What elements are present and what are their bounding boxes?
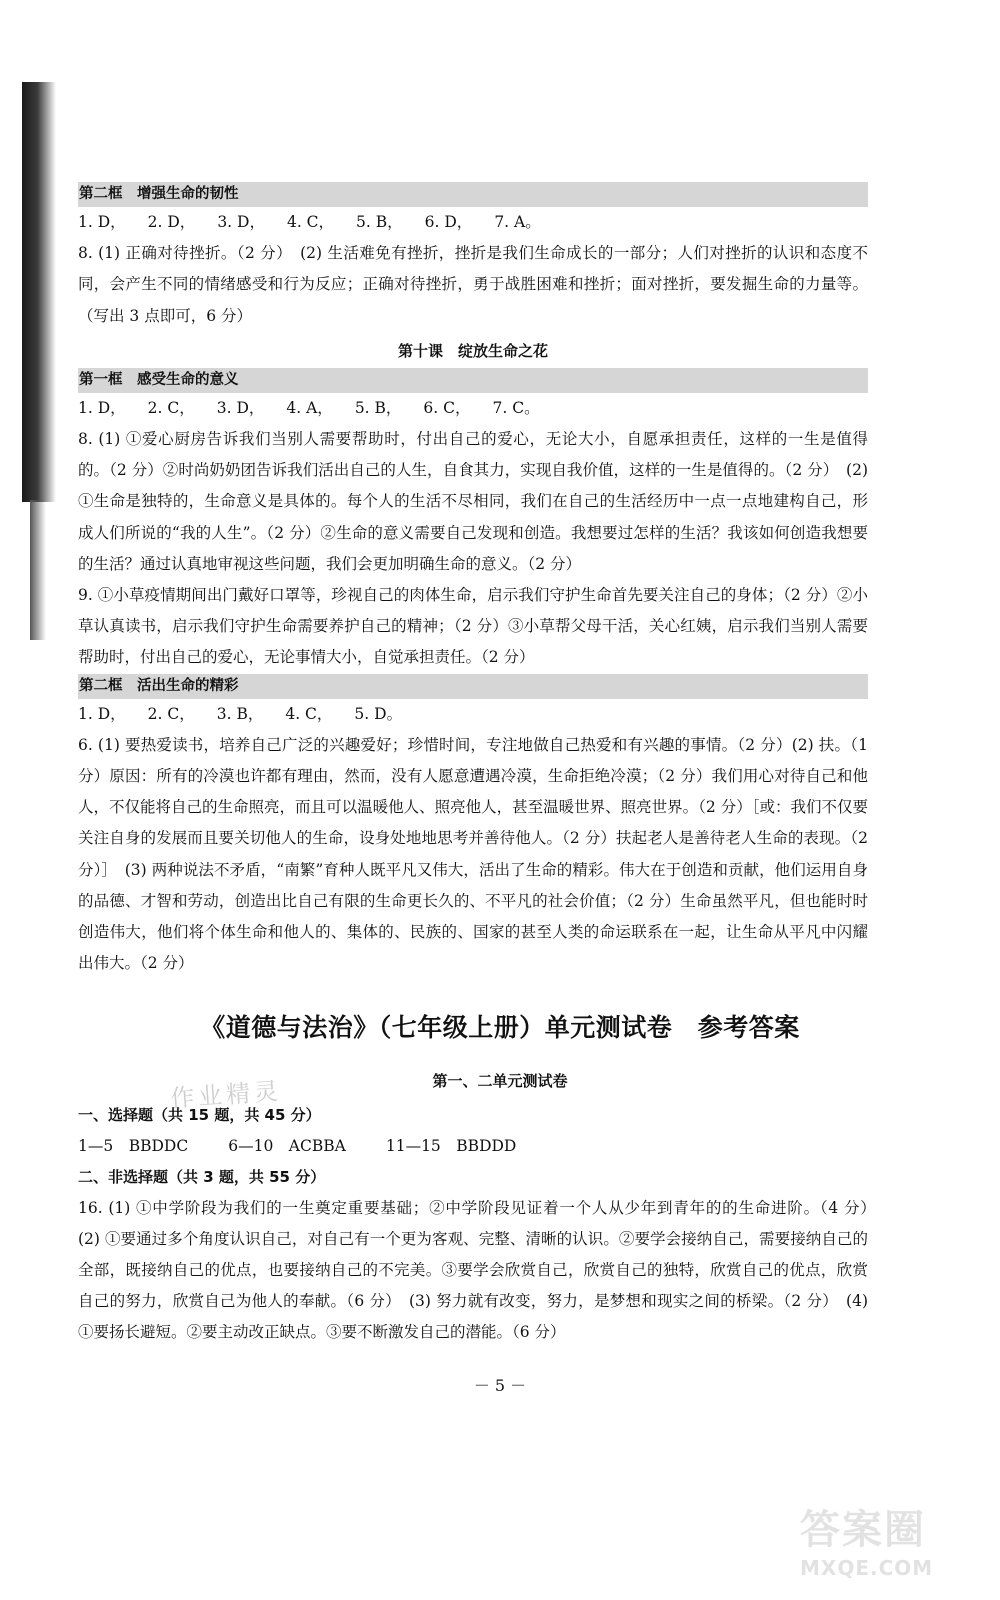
mc-answer: 4. A， [286,398,333,417]
mc-answer: 6. C， [423,398,471,417]
mc-answer: 2. D， [147,213,196,231]
answer-paragraph: 8. (1) 正确对待挫折。（2 分） (2) 生活难免有挫折，挫折是我们生命成长的一部分；人们对挫折的认识和态度不同，会产生不同的情绪感受和行为反应；正确对待挫折，勇于战胜困难和挫折；面对挫折，要发掘生命的力量等。（写出 3 点即可，6 分） [78,244,868,325]
mc-answer: 5. B， [356,213,403,231]
mc-answers [78,699,868,730]
answer-section-top [78,182,868,979]
section-header: 第一框 感受生命的意义 [78,368,868,393]
part-heading: 二、非选择题（共 3 题，共 55 分） [78,1168,326,1186]
document-title: 《道德与法治》（七年级上册）单元测试卷 参考答案 [200,1013,800,1042]
mc-answer: 1. D， [78,213,126,231]
mc-answer: 3. D， [217,213,265,231]
answer-paragraph: 9. ①小草疫情期间出门戴好口罩等，珍视自己的肉体生命，启示我们守护生命首先要关注自己的身体；（2 分）②小草认真读书，启示我们守护生命需要养护自己的精神；（2 分）③小草帮父母干活，关心红姨，启示我们当别人需要帮助时，付出自己的爱心，无论事情大小，自觉承担责任。（2 分） [78,586,868,667]
section-header: 第二框 活出生命的精彩 [78,674,868,699]
mc-answer: 7. C。 [492,398,540,417]
mc-answer: 2. C， [147,398,195,417]
section-header: 第二框 增强生命的韧性 [78,182,868,207]
mc-answer: 1. D， [78,398,126,417]
watermark-logo: 答案圈 [800,1507,926,1553]
choice-answers [78,1131,868,1162]
mc-answer: 2. C， [147,704,195,723]
mc-answers [78,207,868,238]
answer-paragraph: 6. (1) 要热爱读书，培养自己广泛的兴趣爱好；珍惜时间，专注地做自己热爱和有兴趣的事情。（2 分）(2) 扶。（1 分）原因：所有的冷漠也许都有理由，然而，没有人愿意遭遇冷漠，生命拒绝冷漠；（2 分）我们用心对待自己和他人，不仅能将自己的生命照亮，而且可以温暖他人、照亮他人，甚至温暖世界、照亮世界。（2 分）［或：我们不仅要关注自身的发展而且要关切他人的生命，设身处地地思考并善待他人。（2 分）扶起老人是善待老人生命的表现。（2 分）］ (3) 两种说法不矛盾，“南繁”育种人既平凡又伟大，活出了生命的精彩。伟大在于创造和贡献，他们运用自身的品德、才智和劳动，创造出比自己有限的生命更长久的、不平凡的社会价值；（2 分）生命虽然平凡，但也能时时创造伟大，他们将个体生命和他人的、集体的、民族的、国家的甚至人类的命运联系在一起，让生命从平凡中闪耀出伟大。（2 分） [78,735,868,973]
answer-group: 1—5 BBDDC [78,1137,189,1155]
test-subtitle: 第一、二单元测试卷 [432,1072,568,1090]
part-heading: 一、选择题（共 15 题，共 45 分） [78,1106,321,1124]
lesson-title: 第十课 绽放生命之花 [397,341,548,360]
mc-answer: 5. D。 [354,704,403,723]
scan-shadow-edge [22,82,56,502]
mc-answer: 3. B， [216,704,264,723]
mc-answer: 7. A。 [494,213,541,231]
mc-answer: 6. D， [424,213,473,231]
mc-answer: 4. C， [286,213,335,231]
watermark-text: 作业精灵 [169,1077,284,1113]
mc-answer: 1. D， [78,704,126,723]
mc-answers [78,393,868,424]
page-number: － 5 － [473,1376,527,1395]
mc-answer: 3. D， [216,398,265,417]
answer-group: 11—15 BBDDD [385,1137,517,1155]
mc-answer: 5. B， [354,398,402,417]
watermark-url: MXQE.COM [800,1556,934,1580]
answer-paragraph: 16. (1) ①中学阶段为我们的一生奠定重要基础；②中学阶段见证着一个人从少年到青年的的生命进阶。（4 分） (2) ①要通过多个角度认识自己，对自己有一个更为客观、完整、清晰的认识。②要学会接纳自己，需要接纳自己的全部，既接纳自己的优点，也要接纳自己的不完美。③要学会欣赏自己，欣赏自己的独特，欣赏自己的优点，欣赏自己的努力，欣赏自己为他人的奉献。（6 分） (3) 努力就有改变，努力，是梦想和现实之间的桥梁。（2 分） (4) ①要扬长避短。②要主动改正缺点。③要不断激发自己的潜能。（6 分） [78,1199,884,1341]
scan-shadow-edge-lower [30,500,46,640]
mc-answer: 4. C， [285,704,333,723]
answer-paragraph: 8. (1) ①爱心厨房告诉我们当别人需要帮助时，付出自己的爱心，无论大小，自愿承担责任，这样的一生是值得的。（2 分）②时尚奶奶团告诉我们活出自己的人生，自食其力，实现自我价值，这样的一生是值得的。（2 分） (2) ①生命是独特的，生命意义是具体的。每个人的生活不尽相同，我们在自己的生活经历中一点一点地建构自己，形成人们所说的“我的人生”。（2 分）②生命的意义需要自己发现和创造。我想要过怎样的生活？我该如何创造我想要的生活？通过认真地审视这些问题，我们会更加明确生命的意义。（2 分） [78,430,868,573]
answer-section-bottom [78,1100,884,1348]
answer-group: 6—10 ACBBA [228,1137,346,1155]
